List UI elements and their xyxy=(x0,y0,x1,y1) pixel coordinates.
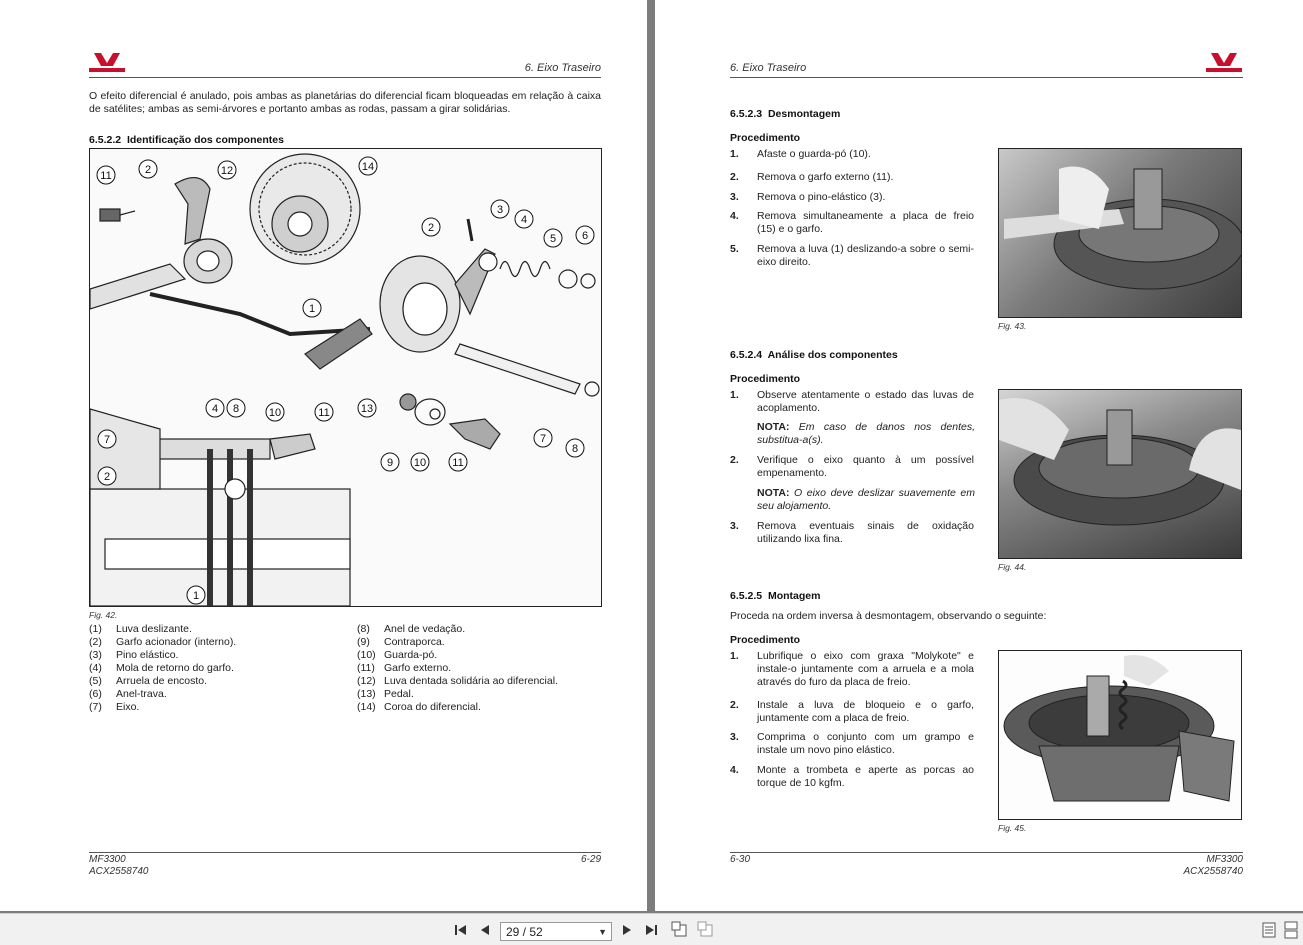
callout-2c xyxy=(98,467,116,485)
callout-2b xyxy=(422,218,440,236)
svg-text:8: 8 xyxy=(232,403,240,415)
callout-14 xyxy=(359,157,377,175)
header-rule xyxy=(89,77,601,78)
photo-fig43-drawing xyxy=(999,149,1241,317)
procedure-label: Procedimento xyxy=(730,132,801,144)
exploded-diagram xyxy=(89,148,602,607)
footer-model xyxy=(89,854,149,878)
callout-13 xyxy=(358,399,376,417)
exploded-diagram-drawing xyxy=(90,149,601,606)
note-2 xyxy=(757,487,975,513)
page-right xyxy=(655,0,1303,911)
svg-text:1: 1 xyxy=(192,590,200,602)
note-label: NOTA: xyxy=(757,421,790,433)
svg-text:4: 4 xyxy=(520,214,528,226)
header-title: 6. Eixo Traseiro xyxy=(524,62,601,74)
footer-code: ACX2558740 xyxy=(89,866,149,877)
photo-fig43 xyxy=(998,148,1242,318)
footer-rule xyxy=(89,852,601,853)
photo-fig45-drawing xyxy=(999,651,1241,819)
section-heading xyxy=(89,134,284,146)
legend-item: (13) Pedal. xyxy=(357,688,414,700)
footer-rule xyxy=(730,852,1243,853)
section-number: 6.5.2.2 xyxy=(89,134,122,146)
section-number: 6.5.2.3 xyxy=(730,108,763,120)
step-item: 1. Afaste o guarda-pó (10). xyxy=(730,148,871,160)
callout-9 xyxy=(381,453,399,471)
section-number: 6.5.2.5 xyxy=(730,590,763,602)
chevron-down-icon[interactable]: ▼ xyxy=(598,927,607,937)
step-item: 2. Verifique o eixo quanto à um possível empenamento. xyxy=(730,454,974,479)
section-title: Identificação dos componentes xyxy=(126,134,284,146)
svg-text:7: 7 xyxy=(539,433,547,445)
zoom-fit-icon[interactable] xyxy=(670,921,688,939)
viewer-toolbar xyxy=(0,913,1303,945)
legend-right xyxy=(357,623,607,714)
footer-model-text: MF3300 xyxy=(89,854,126,865)
brand-logo-icon xyxy=(88,52,126,74)
legend-item: (1) Luva deslizante. xyxy=(89,623,192,635)
svg-text:2: 2 xyxy=(427,222,435,234)
svg-text:8: 8 xyxy=(571,443,579,455)
svg-text:5: 5 xyxy=(549,233,557,245)
callout-2 xyxy=(139,160,157,178)
first-page-icon[interactable] xyxy=(452,921,470,939)
callout-5 xyxy=(544,229,562,247)
single-page-view-icon[interactable] xyxy=(1260,921,1278,939)
brand-logo-icon xyxy=(1205,52,1243,74)
svg-text:7: 7 xyxy=(103,434,111,446)
note-1 xyxy=(757,421,975,447)
legend-item: (14) Coroa do diferencial. xyxy=(357,701,481,713)
callout-12 xyxy=(218,161,236,179)
callout-11c xyxy=(315,403,333,421)
page-number-input[interactable] xyxy=(500,922,612,941)
step-item: 4. Remova simultaneamente a placa de freio (15) e o garfo. xyxy=(730,210,974,235)
callout-8b xyxy=(227,399,245,417)
section-heading-montagem xyxy=(730,590,820,602)
svg-text:10: 10 xyxy=(413,457,427,469)
section-number: 6.5.2.4 xyxy=(730,349,763,361)
intro-paragraph: O efeito diferencial é anulado, pois ambas as planetárias do diferencial ficam bloqueadas em relação à caixa de satélites; ambas as semi-árvores e portanto ambas as rodas, passam a girar solidárias. xyxy=(89,90,601,115)
svg-text:13: 13 xyxy=(360,403,374,415)
step-item: 4. Monte a trombeta e aperte as porcas ao torque de 10 kgfm. xyxy=(730,764,974,789)
note-label: NOTA: xyxy=(757,487,790,499)
callout-4b xyxy=(206,399,224,417)
figure-caption: Fig. 42. xyxy=(89,610,118,620)
legend-item: (4) Mola de retorno do garfo. xyxy=(89,662,234,674)
legend-item: (2) Garfo acionador (interno). xyxy=(89,636,237,648)
photo-fig44-drawing xyxy=(999,390,1241,558)
photo-fig44 xyxy=(998,389,1242,559)
legend-item: (8) Anel de vedação. xyxy=(357,623,466,635)
step-item: 1. Lubrifique o eixo com graxa "Molykote" e instale-o juntamente com a arruela e a mola através do furo da placa de freio. xyxy=(730,650,974,688)
svg-text:2: 2 xyxy=(103,471,111,483)
next-page-icon[interactable] xyxy=(618,921,636,939)
step-item: 3. Remova o pino-elástico (3). xyxy=(730,191,886,203)
figure-caption: Fig. 43. xyxy=(998,321,1027,331)
footer-model xyxy=(1184,854,1244,878)
svg-text:11: 11 xyxy=(318,407,330,419)
step-item: 2. Remova o garfo externo (11). xyxy=(730,171,894,183)
figure-caption: Fig. 44. xyxy=(998,562,1027,572)
section-title: Montagem xyxy=(767,590,821,602)
footer-page-number: 6-30 xyxy=(730,854,751,865)
callout-10b xyxy=(266,403,284,421)
svg-text:11: 11 xyxy=(452,457,464,469)
svg-text:10: 10 xyxy=(268,407,282,419)
page-left xyxy=(0,0,647,911)
svg-text:6: 6 xyxy=(581,230,589,242)
callout-11b xyxy=(449,453,467,471)
step-item: 5. Remova a luva (1) deslizando-a sobre o semi-eixo direito. xyxy=(730,243,974,268)
legend-item: (10) Guarda-pó. xyxy=(357,649,438,661)
note-text: O eixo deve deslizar suavemente em seu alojamento. xyxy=(757,487,975,512)
footer-code: ACX2558740 xyxy=(1183,866,1243,877)
legend-item: (3) Pino elástico. xyxy=(89,649,179,661)
callout-11 xyxy=(97,166,115,184)
section-heading-desmontagem xyxy=(730,108,840,120)
procedure-label: Procedimento xyxy=(730,634,801,646)
last-page-icon[interactable] xyxy=(642,921,660,939)
svg-text:14: 14 xyxy=(361,161,375,173)
callout-10 xyxy=(411,453,429,471)
section-title: Desmontagem xyxy=(767,108,841,120)
note-text: Em caso de danos nos dentes, substitua-a(s). xyxy=(757,421,975,446)
header-rule xyxy=(730,77,1243,78)
svg-text:4: 4 xyxy=(211,403,219,415)
legend-left xyxy=(89,623,349,714)
callout-3 xyxy=(491,200,509,218)
callout-1b xyxy=(187,586,205,604)
step-item: 2. Instale a luva de bloqueio e o garfo, juntamente com a placa de freio. xyxy=(730,699,974,724)
facing-pages-icon[interactable] xyxy=(696,921,714,939)
callout-7b xyxy=(98,430,116,448)
footer-model-text: MF3300 xyxy=(1206,854,1243,865)
legend-item: (12) Luva dentada solidária ao diferencial. xyxy=(357,675,558,687)
page-number-value: 29 / 52 xyxy=(506,925,543,939)
section-heading-analise xyxy=(730,349,898,361)
previous-page-icon[interactable] xyxy=(476,921,494,939)
figure-caption: Fig. 45. xyxy=(998,823,1027,833)
legend-item: (11) Garfo externo. xyxy=(357,662,452,674)
callout-6 xyxy=(576,226,594,244)
svg-text:9: 9 xyxy=(386,457,394,469)
step-item: 3. Comprima o conjunto com um grampo e instale um novo pino elástico. xyxy=(730,731,974,756)
svg-text:11: 11 xyxy=(100,170,112,182)
step-item: 1. Observe atentamente o estado das luvas de acoplamento. xyxy=(730,389,974,414)
svg-text:12: 12 xyxy=(220,165,234,177)
svg-text:2: 2 xyxy=(144,164,152,176)
header-title: 6. Eixo Traseiro xyxy=(730,62,807,74)
svg-text:3: 3 xyxy=(496,204,504,216)
montagem-intro: Proceda na ordem inversa à desmontagem, observando o seguinte: xyxy=(730,610,1047,622)
photo-fig45 xyxy=(998,650,1242,820)
legend-item: (7) Eixo. xyxy=(89,701,140,713)
footer-page-number: 6-29 xyxy=(580,854,601,865)
legend-item: (5) Arruela de encosto. xyxy=(89,675,208,687)
svg-text:1: 1 xyxy=(308,303,316,315)
step-item: 3. Remova eventuais sinais de oxidação utilizando lixa fina. xyxy=(730,520,974,545)
continuous-view-icon[interactable] xyxy=(1282,921,1300,939)
legend-item: (9) Contraporca. xyxy=(357,636,445,648)
callout-7 xyxy=(534,429,552,447)
callout-8 xyxy=(566,439,584,457)
procedure-label: Procedimento xyxy=(730,373,801,385)
legend-item: (6) Anel-trava. xyxy=(89,688,167,700)
callout-1 xyxy=(303,299,321,317)
section-title: Análise dos componentes xyxy=(767,349,898,361)
callout-4 xyxy=(515,210,533,228)
